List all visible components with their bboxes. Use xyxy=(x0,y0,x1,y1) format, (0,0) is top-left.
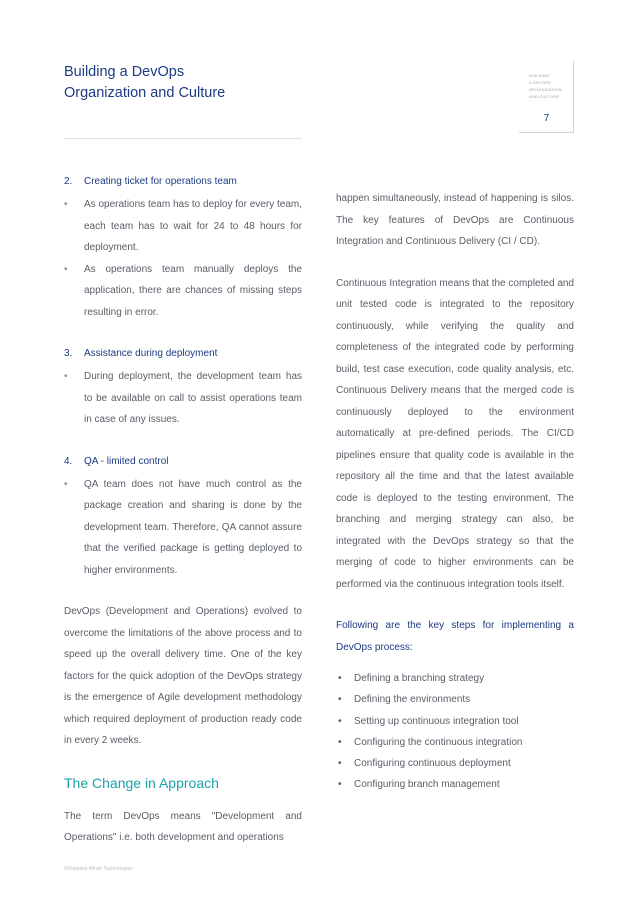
side-label-line: ORGANIZATION xyxy=(529,87,562,92)
section-2 xyxy=(64,171,302,323)
side-tab xyxy=(519,61,574,133)
bullet-icon: • xyxy=(338,673,342,684)
steps-intro: Following are the key steps for implementing a DevOps process: xyxy=(336,620,574,653)
section-heading: The Change in Approach xyxy=(64,774,219,791)
left-column xyxy=(64,171,302,849)
list-item xyxy=(336,668,574,689)
section-4 xyxy=(64,451,302,582)
numbered-heading xyxy=(64,171,302,192)
section-3 xyxy=(64,343,302,431)
list-item-text: Defining a branching strategy xyxy=(354,673,485,684)
bullet-icon: • xyxy=(64,263,68,275)
heading-number: 4. xyxy=(64,455,73,467)
paragraph: DevOps (Development and Operations) evolved to overcome the limitations of the above process and to speed up the overall delivery time. One of the key factors for the quick adoption of the DevOps strategy is the emergence of Agile development methodology which required deployment of production ready code in every 2 weeks. xyxy=(64,606,302,746)
list-item-text: During deployment, the development team has to be available on call to assist operations team in case of any issues. xyxy=(84,371,302,425)
list-item xyxy=(336,732,574,753)
list-item xyxy=(336,753,574,774)
numbered-heading xyxy=(64,343,302,364)
footer-copyright: ©Happiest Minds Technologies xyxy=(64,866,133,872)
heading-text: Creating ticket for operations team xyxy=(84,176,237,187)
list-item xyxy=(64,259,302,324)
list-item xyxy=(336,774,574,795)
list-item xyxy=(336,711,574,732)
title-line-1: Building a DevOps xyxy=(64,64,185,80)
list-item-text: QA team does not have much control as the package creation and sharing is done by the development team. Therefore, QA cannot assure that the verified package is getting deployed to higher environments. xyxy=(84,478,302,576)
list-item xyxy=(64,194,302,259)
side-label-line: AND CULTURE xyxy=(529,94,560,99)
bullet-icon: • xyxy=(338,736,342,748)
heading-text: Assistance during deployment xyxy=(84,348,218,359)
list-item xyxy=(336,689,574,710)
page-number: 7 xyxy=(543,113,550,124)
heading-text: QA - limited control xyxy=(84,455,169,467)
bullet-icon: • xyxy=(338,694,342,706)
list-item-text: As operations team manually deploys the application, there are chances of missing steps resulting in error. xyxy=(84,263,302,318)
list-item-text: Configuring the continuous integration xyxy=(354,736,523,748)
numbered-heading xyxy=(64,451,302,472)
side-label-line: BUILDING xyxy=(529,73,550,78)
list-item-text: Setting up continuous integration tool xyxy=(354,715,519,727)
bullet-icon: • xyxy=(338,779,342,791)
title-divider xyxy=(64,138,302,139)
bullet-icon: • xyxy=(64,478,68,490)
list-item-text: Configuring continuous deployment xyxy=(354,758,511,770)
list-item xyxy=(64,474,302,582)
list-item-text: Configuring branch management xyxy=(354,779,500,791)
heading-number: 2. xyxy=(64,176,73,187)
bullet-icon: • xyxy=(338,715,342,727)
side-label-line: A DEVOPS xyxy=(529,80,551,85)
list-item-text: Defining the environments xyxy=(354,694,471,706)
bullet-icon: • xyxy=(338,758,342,770)
list-item xyxy=(64,366,302,431)
list-item-text: As operations team has to deploy for every team, each team has to wait for 24 to 48 hours for deployment. xyxy=(84,199,302,253)
paragraph: The term DevOps means "Development and Operations" i.e. both development and operations xyxy=(64,810,302,843)
bullet-icon: • xyxy=(64,199,68,210)
document-title xyxy=(64,62,364,104)
right-column xyxy=(336,188,574,796)
heading-number: 3. xyxy=(64,348,73,359)
paragraph: happen simultaneously, instead of happening is silos. The key features of DevOps are Continuous Integration and Continuous Delivery (CI / CD). xyxy=(336,193,574,247)
paragraph: Continuous Integration means that the completed and unit tested code is integrated to the repository continuously, while verifying the quality and completeness of the integrated code by performing build, test case execution, code quality analysis, etc. Continuous Delivery means that the merged code is continuously deployed to the environment automatically at pre-defined periods. The CI/CD pipelines ensure that quality code is available in the repository all the time and that the latest available code is deployed to the testing environment. The branching and merging strategy can also, be integrated with the DevOps strategy so that the merging of code to higher environments can be performed via the continuous integration tools itself. xyxy=(336,277,574,590)
bullet-icon: • xyxy=(64,371,68,382)
title-line-2: Organization and Culture xyxy=(64,85,226,101)
